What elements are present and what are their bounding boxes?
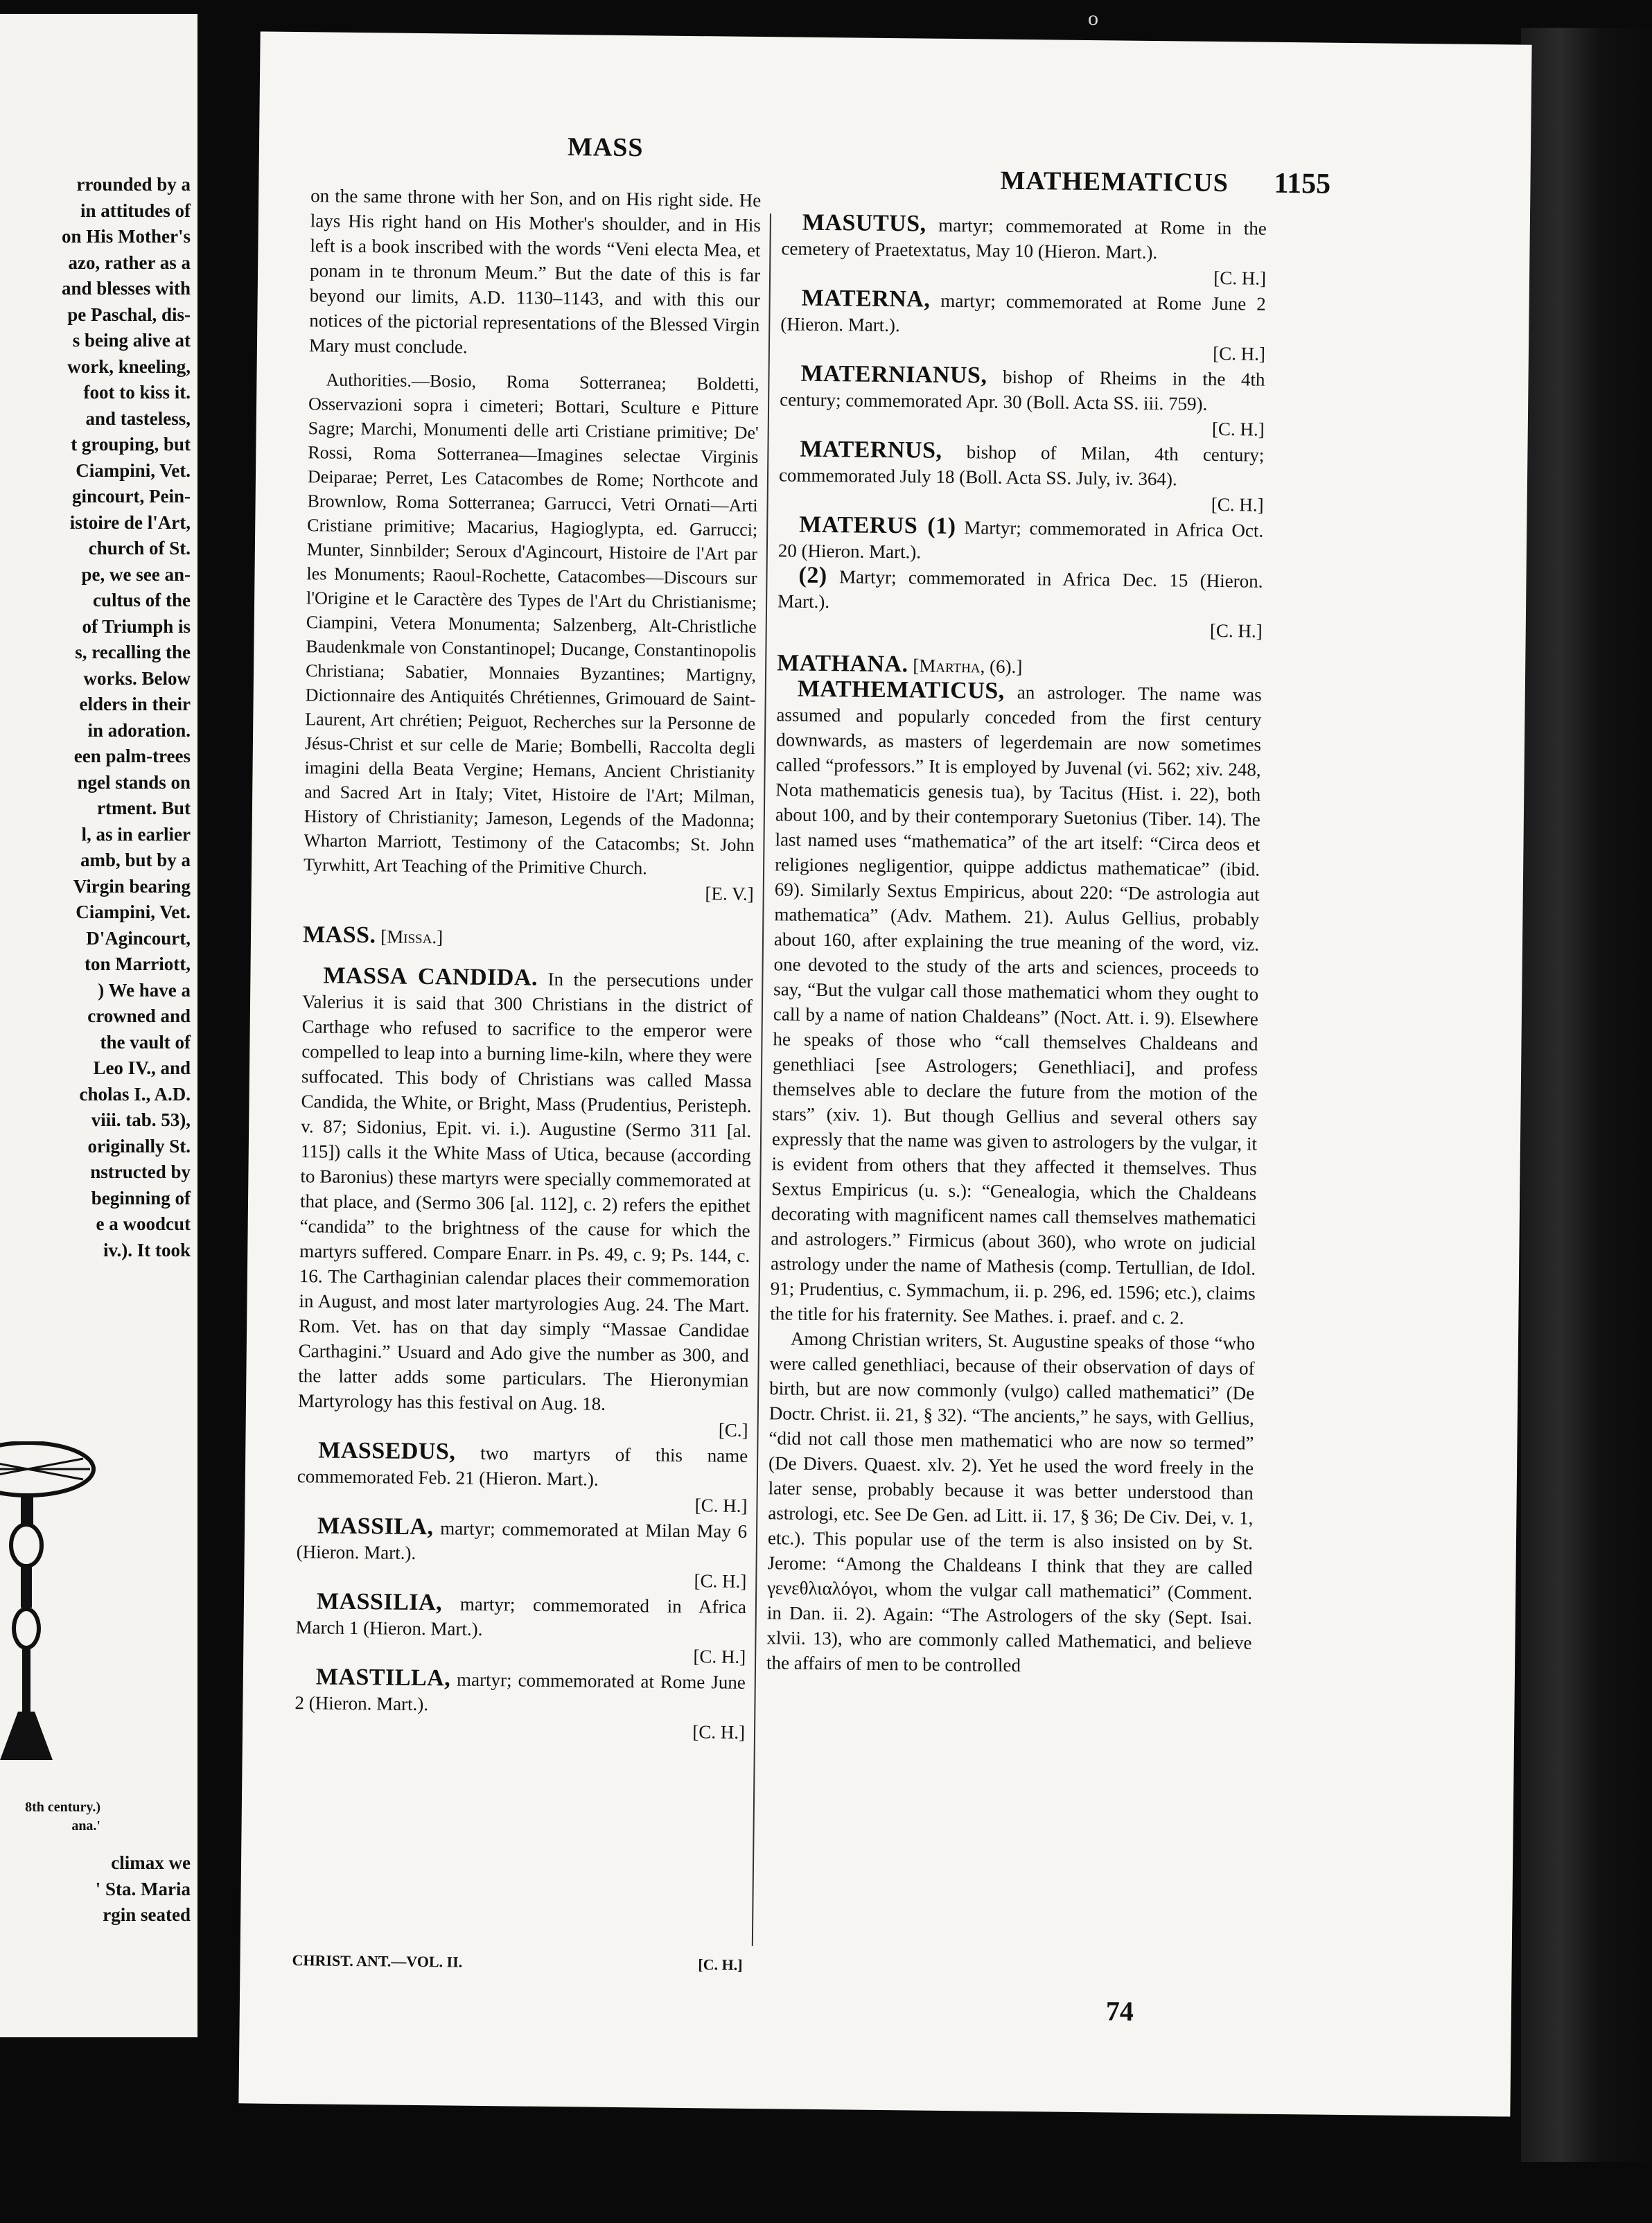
authorities-signature: [E. V.] (705, 883, 754, 904)
left-page-tail-text: climax we ' Sta. Maria rgin seated (95, 1852, 191, 1925)
page-footer (292, 1951, 742, 1974)
entry-signature: [C. H.] (1213, 342, 1266, 364)
left-page-line: foot to kiss it. (83, 382, 191, 403)
left-page-line: rtment. But (97, 798, 191, 818)
left-page-line: een palm-trees (73, 746, 191, 766)
signature-number: 74 (1105, 1995, 1134, 2027)
cross-reference: [Missa.] (380, 926, 443, 948)
left-page-line: amb, but by a (80, 850, 191, 870)
running-header (259, 128, 1531, 200)
entry-title: MATHANA. (777, 650, 908, 678)
footer-signature: [C. H.] (698, 1956, 743, 1974)
entry-body: martyr; commemorated at Milan May 6 (Hieron. Mart.). (296, 1518, 748, 1563)
entry-mass (303, 922, 753, 953)
left-page-line: cultus of the (93, 590, 191, 610)
candelabrum-illustration (0, 1441, 104, 1767)
left-page-line: works. Below (83, 667, 191, 689)
entry-body-continued: Among Christian writers, St. Augustine speaks of those “who were called genethliaci, because of their observation of days of birth, but are now commonly (vulgo) called mathematici” (De Doctr. Christ. ii. 21, § 32). “The ancients,” he says, with Gellius, “did not call those men mathematici who are now so termed” (De Divers. Quaest. xlv. 2). Yet he used the word freely in the later sense, probably because it was better understood than astrologi, etc. See De Gen. ad Litt. ii. 17, § 36; De Civ. Dei, v. 1, etc.). This popular use of the term is also insisted on by St. Jerome: “Among the Chaldeans I think that they are called γενεθλιαλόγοι, whom the vulgar call mathematici” (Comment. in Dan. ii. 2). Again: “The Astrologers of the sky (Sept. Isai. xlvii. 13), who are commonly called Mathematici, and believe the affairs of men to be controlled (766, 1328, 1256, 1676)
entry-body: martyr; commemorated at Rome in the cemetery of Praetextatus, May 10 (Hieron. Mart.). (781, 214, 1267, 263)
entry-title: MASUTUS, (802, 209, 926, 237)
authorities-text: Authorities.—Bosio, Roma Sotterranea; Boldetti, Osservazioni sopra i cimeteri; Bottari, Sculture e Pitture Sagre; Marchi, Monumenti delle arti Cristiane primitive; De' Rossi, Roma Sotterranea—Imagines selectae Virginis Deiparae; Perret, Les Catacombes de Rome; Northcote and Brownlow, Roma Sotterranea; Garrucci, Vetri Ornati—Arti Cristiane primitive; Macarius, Hagioglypta, ed. Garrucci; Munter, Sinnbilder; Seroux d'Agincourt, Histoire de l'Art par les Monuments; Raoul-Rochette, Catacombes—Discours sur l'Origine et le Caractère des Types de l'Art du Christianisme; Ciampini, Vetera Monumenta; Salzenberg, Alt-Christliche Baudenkmale von Constantinopel; Ducange, Constantinopolis Christiana; Sabatier, Monnaies Byzantines; Martigny, Dictionnaire des Antiquités Chrétiennes, Grimouard de Saint-Laurent, Art chrétien; Peiguot, Recherches sur la Personne de Jésus-Christ et sur celle de Marie; Bombelli, Raccolta degli imagini della Beata Vergine; Hemans, Ancient Christianity and Sacred Art in Italy; Vitet, Histoire de l'Art; Milman, History of Christianity; Jameson, Legends of the Madonna; Wharton Marriott, Testimony of the Catacombs; St. John Tyrwhitt, Art Teaching of the Primitive Church. (303, 369, 759, 879)
entry-body: martyr; commemorated at Rome June 2 (Hieron. Mart.). (295, 1669, 746, 1715)
left-page-line: pe, we see an- (81, 563, 191, 585)
left-page-line: ) We have a (98, 979, 191, 1001)
cross-reference: [Martha, (6).] (913, 655, 1023, 678)
entry-title: MASTILLA, (315, 1664, 451, 1692)
entry-body: bishop of Rheims in the 4th century; commemorated Apr. 30 (Boll. Acta SS. iii. 759). (780, 366, 1265, 414)
entry-title: MATERNA, (801, 285, 931, 313)
left-page-line: and tasteless, (85, 407, 191, 429)
entry-body: Martyr; commemorated in Africa Dec. 15 (Hieron. Mart.). (777, 566, 1263, 613)
entry-body: martyr; commemorated in Africa March 1 (Hieron. Mart.). (295, 1593, 747, 1640)
left-page-line: azo, rather as a (68, 252, 191, 273)
col1-short-entries (295, 1438, 748, 1745)
entry-massa-candida (298, 963, 753, 1418)
entry-title: MASSILIA, (316, 1588, 443, 1616)
left-page-line: Ciampini, Vet. (76, 459, 191, 481)
left-page-text (3, 172, 191, 1263)
dictionary-entry (780, 285, 1266, 341)
entry-signature: [C. H.] (1211, 493, 1264, 516)
entry-body: bishop of Milan, 4th century; commemorated July 18 (Boll. Acta SS. July, iv. 364). (778, 441, 1265, 490)
entry-signature: [C. H.] (1213, 267, 1267, 289)
entry-body: In the persecutions under Valerius it is said that 300 Christians in the district of Carthage who refused to sacrifice to the emperor were compelled to leap into a burning lime-kiln, where they were suffocated. This body of Christians was called Massa Candida, the White, or Bright, Mass (Prudentius, Peristeph. v. 87; Sidonius, Epit. vi. i.). Augustine (Sermo 311 [al. 115]) calls it the White Mass of Utica, because (according to Baronius) these martyrs were specially commemorated at that place, and (Sermo 306 [al. 112], c. 2) refers the epithet “candida” to the brightness of the cause for which the martyrs suffered. Compare Enarr. in Ps. 49, c. 9; Ps. 144, c. 16. The Carthaginian calendar places their commemoration in August, and most later martyrologies Aug. 24. The Mart. Rom. Vet. has on that day simply “Massae Candidae Carthagini.” Usuard and Ado give the number as 300, and the latter adds some particulars. The Hieronymian Martyrology has this festival on Aug. 18. (297, 968, 753, 1414)
left-page-line: D'Agincourt, (86, 927, 191, 949)
dictionary-entry (295, 1664, 746, 1720)
left-page-line: and blesses with (61, 278, 191, 299)
entry-body: an astrologer. The name was assumed and popularly conceded from the first century downwards, as masters of legerdemain are now sometimes called “professors.” It is employed by Juvenal (vi. 562; xiv. 248, Nota mathematicis genesis tua), by Tacitus (Hist. i. 22), both about 100, and by their contemporary Suetonius (Tiber. 14). The last named uses “mathematica” of the art itself: “Circa deos et religiones negligentior, quippe addictus mathematicae” (ibid. 69). Similarly Sextus Empiricus, about 220: “De astrologia aut mathematica” (Adv. Mathem. 21). Aulus Gellius, probably about 160, after explaining the true meaning of the word, viz. one devoted to the study of the arts and sciences, proceeds to say, “But the vulgar call those mathematici whom they ought to call by a name of nation Chaldeans” (Noct. Att. i. 9). Elsewhere he speaks of those who “call themselves Chaldeans and genethliaci [see Astrologers; Genethliaci], and profess themselves able to declare the future from the motion of the stars” (xiv. 1). But though Gellius and several others say expressly that the name was given to astrologers by the vulgar, it is evident from others that they affected it themselves. Thus Sextus Empiricus (u. s.): “Genealogia, which the Chaldeans decorating with magnificent names call themselves mathematici and astrologers.” Firmicus (about 360), who wrote on judicial astrology under the name of Mathesis (comp. Tertullian, de Idol. 91; Prudentius, c. Symmachum, ii. p. 296, ed. 1596; etc.), claims the title for his fraternity. See Mathes. i. praef. and c. 2. (770, 681, 1262, 1328)
left-page-line: in adoration. (87, 719, 191, 741)
entry-title: MATERNUS, (800, 436, 942, 464)
left-page-line: work, kneeling, (67, 355, 191, 377)
entry-signature: [C. H.] (693, 1646, 746, 1667)
volume-line: CHRIST. ANT.—VOL. II. (292, 1951, 463, 1971)
column-left (295, 183, 761, 1745)
dictionary-entry (777, 563, 1263, 618)
entry-signature: [C. H.] (694, 1570, 747, 1592)
top-mark: o (1088, 7, 1098, 30)
entry-title: MASSEDUS, (318, 1437, 456, 1465)
book-spine-edge (1521, 28, 1652, 2162)
left-page-line: gincourt, Pein- (72, 486, 191, 507)
column-right (766, 210, 1267, 1680)
left-page-line: on His Mother's (62, 226, 191, 247)
left-page-line: Virgin bearing (73, 875, 191, 897)
left-page-line: viii. tab. 53), (91, 1109, 191, 1130)
illustration-caption: 8th century.) ana.' (25, 1800, 100, 1834)
left-page-line: the vault of (100, 1031, 191, 1053)
col2-short-entries (777, 210, 1267, 643)
left-page-line: rrounded by a (76, 174, 191, 195)
left-page-line: istoire de l'Art, (69, 511, 191, 533)
dictionary-entry (778, 512, 1264, 568)
left-page-line: nstructed by (90, 1161, 191, 1182)
dictionary-entry (297, 1513, 748, 1569)
entry-signature: [C. H.] (694, 1495, 748, 1516)
entry-title: (2) (798, 562, 827, 589)
dictionary-entry (295, 1589, 746, 1644)
dictionary-entry (780, 361, 1265, 416)
left-page-line: t grouping, but (71, 434, 191, 455)
left-page-line: ngel stands on (77, 771, 191, 793)
dictionary-entry (297, 1438, 748, 1493)
entry-mathematicus (770, 676, 1262, 1330)
left-page-line: beginning of (91, 1187, 191, 1209)
page-number: 1155 (1274, 167, 1331, 200)
left-page-line: church of St. (88, 538, 191, 559)
header-right: MATHEMATICUS (1000, 166, 1229, 198)
dictionary-entry (779, 437, 1265, 492)
left-page-line: cholas I., A.D. (79, 1083, 191, 1105)
left-page-line: crowned and (87, 1005, 191, 1026)
left-page-line: of Triumph is (82, 615, 191, 637)
entry-signature: [C. H.] (692, 1721, 746, 1743)
entry-signature: [C.] (718, 1419, 748, 1441)
left-page-line: s, recalling the (75, 642, 191, 662)
entry-body: martyr; commemorated at Rome June 2 (Hieron. Mart.). (780, 290, 1266, 336)
left-page-line: iv.). It took (103, 1239, 191, 1260)
left-page-line: l, as in earlier (81, 823, 191, 845)
entry-title: MATERUS (1) (799, 511, 956, 540)
main-page (238, 31, 1531, 2116)
entry-title: MASSILA, (317, 1513, 434, 1540)
entry-body: Martyr; commemorated in Africa Oct. 20 (Hieron. Mart.). (777, 517, 1264, 563)
left-page-line: pe Paschal, dis- (67, 304, 191, 325)
entry-title: MASSA CANDIDA. (323, 963, 538, 991)
entry-body: two martyrs of this name commemorated Feb. 21 (Hieron. Mart.). (297, 1442, 748, 1490)
left-page-line: ton Marriott, (85, 954, 191, 974)
left-page-line: elders in their (79, 694, 191, 714)
entry-title: MATERNIANUS, (800, 360, 987, 389)
left-page-line: in attitudes of (80, 200, 191, 221)
left-facing-page (0, 14, 197, 2037)
entry-title: MASS. (302, 922, 376, 949)
dictionary-entry (781, 210, 1267, 265)
mary-intro-text: on the same throne with her Son, and on His right side. He lays His right hand on His Mother's shoulder, and in His left is a book inscribed with the words “Veni electa Mea, et ponam in te thronum Meum.” But the date of this is far beyond our limits, A.D. 1130–1143, and with this our notices of the pictorial representations of the Blessed Virgin Mary must conclude. (308, 185, 762, 358)
left-page-line: e a woodcut (96, 1213, 191, 1234)
entry-title: MATHEMATICUS, (797, 676, 1005, 704)
left-page-line: Leo IV., and (93, 1057, 191, 1078)
left-page-line: s being alive at (72, 330, 191, 351)
entry-signature: [C. H.] (1209, 620, 1263, 642)
header-left: MASS (567, 132, 644, 163)
left-page-line: originally St. (87, 1135, 191, 1157)
left-page-line: Ciampini, Vet. (76, 902, 191, 922)
entry-signature: [C. H.] (1211, 418, 1265, 440)
